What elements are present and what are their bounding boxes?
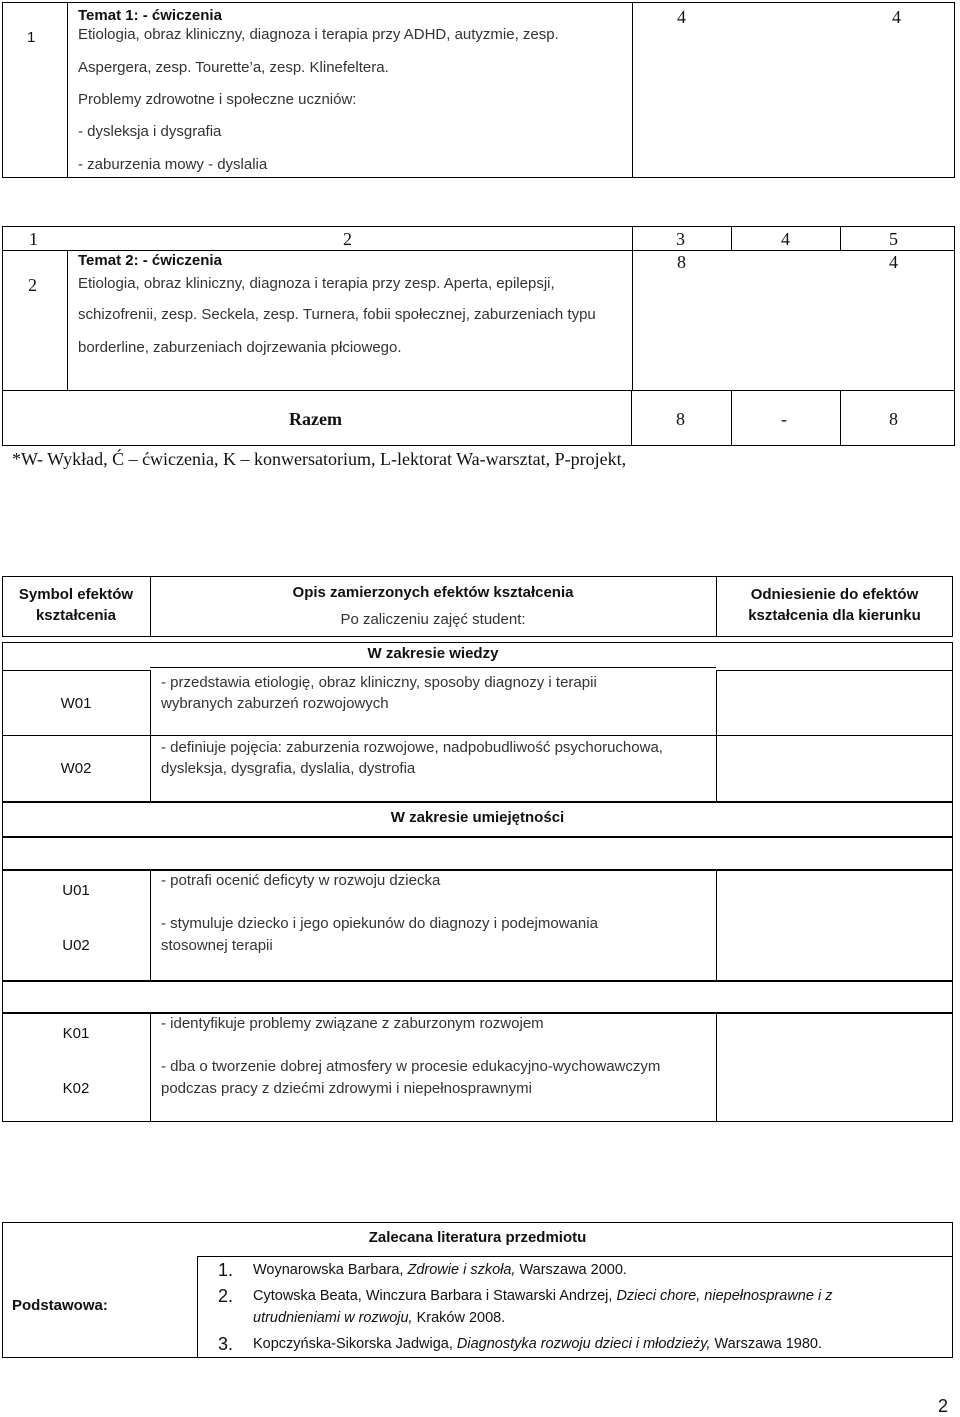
topic2-hours-a: 8: [677, 252, 686, 272]
outcome-code-k02: K02: [62, 1080, 90, 1097]
topic1-line: Aspergera, zesp. Tourette’a, zesp. Klinefeltera.: [78, 59, 389, 76]
col-number-4: 4: [781, 229, 790, 249]
topic2-hours-b: 4: [889, 252, 898, 272]
outcome-text-w02: - definiuje pojęcia: zaburzenia rozwojowe, nadpobudliwość psychoruchowa,: [161, 739, 663, 756]
outcome-text-k02: - dba o tworzenie dobrej atmosfery w procesie edukacyjno-wychowawczym: [161, 1058, 661, 1075]
header-description-sub: Po zaliczeniu zajęć student:: [340, 611, 526, 628]
topic1-line: Etiologia, obraz kliniczny, diagnoza i terapia przy ADHD, autyzmie, zesp.: [78, 26, 559, 43]
topic2-line: Etiologia, obraz kliniczny, diagnoza i terapia przy zesp. Aperta, epilepsji,: [78, 275, 555, 292]
header-reference: kształcenia dla kierunku: [748, 607, 921, 624]
literature-item-number: 2.: [218, 1286, 234, 1306]
literature-item: Cytowska Beata, Winczura Barbara i Stawarski Andrzej, Dzieci chore, niepełnosprawne i z: [253, 1288, 833, 1304]
header-description: Opis zamierzonych efektów kształcenia: [292, 584, 574, 601]
outcome-text-u02: stosownej terapii: [161, 937, 273, 954]
col-number-5: 5: [889, 229, 898, 249]
topic2-title: Temat 2: - ćwiczenia: [78, 252, 222, 269]
outcome-code-w01: W01: [60, 695, 92, 712]
spacer-row: [2, 837, 953, 870]
literature-item: Kopczyńska-Sikorska Jadwiga, Diagnostyka rozwoju dzieci i młodzieży, Warszawa 1980.: [253, 1336, 822, 1352]
header-symbol: Symbol efektów: [18, 586, 134, 603]
topic1-number: 1: [27, 29, 36, 46]
outcome-code-k01: K01: [62, 1025, 90, 1042]
section-skills: W zakresie umiejętności: [390, 809, 565, 826]
outcome-text-k02: podczas pracy z dziećmi zdrowymi i niepełnosprawnymi: [161, 1080, 532, 1097]
topic1-hours-a: 4: [677, 7, 686, 27]
topic1-hours-b: 4: [892, 7, 901, 27]
outcome-code-u01: U01: [62, 882, 90, 899]
header-reference: Odniesienie do efektów: [750, 586, 919, 603]
total-label: Razem: [289, 409, 342, 429]
literature-item-cont: utrudnieniami w rozwoju, Kraków 2008.: [253, 1310, 506, 1326]
outcome-code-w02: W02: [60, 760, 92, 777]
outcome-text-w02: dysleksja, dysgrafia, dyslalia, dystrofia: [161, 760, 416, 777]
outcome-text-k01: - identyfikuje problemy związane z zaburzonym rozwojem: [161, 1015, 544, 1032]
outcome-code-u02: U02: [62, 937, 90, 954]
col-number-2: 2: [343, 229, 352, 249]
footnote-legend: *W- Wykład, Ć – ćwiczenia, K – konwersatorium, L-lektorat Wa-warsztat, P-projekt,: [12, 449, 627, 469]
topic1-line: - zaburzenia mowy - dyslalia: [78, 156, 268, 173]
col-number-1: 1: [29, 229, 38, 249]
topic2-number: 2: [28, 275, 37, 295]
section-knowledge: W zakresie wiedzy: [367, 645, 499, 662]
literature-label: Podstawowa:: [12, 1297, 108, 1314]
total-value-2: -: [781, 409, 787, 429]
topic2-line: schizofrenii, zesp. Seckela, zesp. Turnera, fobii społecznej, zaburzeniach typu: [78, 306, 596, 323]
spacer-row: [2, 981, 953, 1013]
literature-item: Woynarowska Barbara, Zdrowie i szkoła, Warszawa 2000.: [253, 1262, 627, 1278]
topic2-line: borderline, zaburzeniach dojrzewania płciowego.: [78, 339, 402, 356]
literature-item-number: 3.: [218, 1334, 234, 1354]
topic1-line: - dysleksja i dysgrafia: [78, 123, 222, 140]
page-number: 2: [938, 1396, 949, 1416]
header-symbol: kształcenia: [35, 607, 117, 624]
knowledge-block: [2, 642, 953, 802]
outcome-text-u02: - stymuluje dziecko i jego opiekunów do diagnozy i podejmowania: [161, 915, 598, 932]
topic1-line: Problemy zdrowotne i społeczne uczniów:: [78, 91, 357, 108]
col-number-3: 3: [676, 229, 685, 249]
total-value-1: 8: [676, 409, 685, 429]
outcome-text-w01: wybranych zaburzeń rozwojowych: [161, 695, 389, 712]
outcome-text-w01: - przedstawia etiologię, obraz kliniczny, sposoby diagnozy i terapii: [161, 674, 597, 691]
outcome-text-u01: - potrafi ocenić deficyty w rozwoju dziecka: [161, 872, 441, 889]
literature-item-number: 1.: [218, 1260, 234, 1280]
literature-title: Zalecana literatura przedmiotu: [368, 1229, 587, 1246]
total-value-3: 8: [889, 409, 898, 429]
topic1-title: Temat 1: - ćwiczenia: [78, 7, 222, 24]
